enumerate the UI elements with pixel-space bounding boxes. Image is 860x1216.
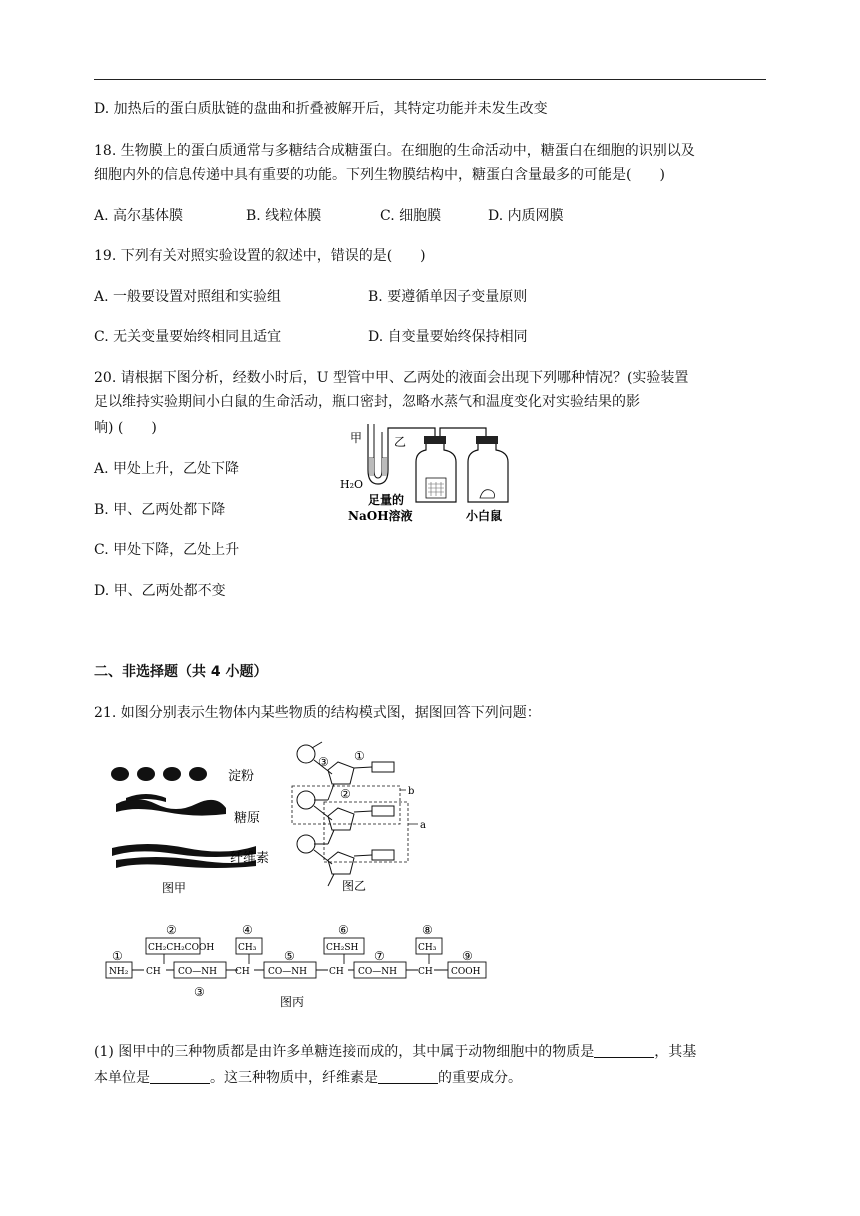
fig-bing-r1: CH₂CH₂COOH <box>148 943 215 953</box>
fig-bing-num-7: ⑦ <box>374 949 385 963</box>
q21-sub1-text-5: 的重要成分。 <box>438 1070 522 1086</box>
q21-sub1-line2 <box>94 1068 522 1088</box>
fig-bing-num-2: ② <box>166 923 177 937</box>
q21-sub1-line1 <box>94 1042 696 1062</box>
fig-bing-ch-3: CH <box>329 967 344 977</box>
fig-bing-nh2: NH₂ <box>109 967 129 977</box>
fig-bing-num-4: ④ <box>242 923 253 937</box>
q21-stem: 21. 如图分别表示生物体内某些物质的结构模式图，据图回答下列问题： <box>94 705 541 721</box>
q18-option-c: C. 细胞膜 <box>380 208 442 224</box>
fig-yi-num-3: ③ <box>318 755 329 769</box>
header-rule <box>94 79 766 80</box>
q21-sub1-text-1: (1) 图甲中的三种物质都是由许多单糖连接而成的，其中属于动物细胞中的物质是 <box>94 1044 595 1060</box>
q18-stem-line2: 细胞内外的信息传递中具有重要的功能。下列生物膜结构中，糖蛋白含量最多的可能是( ) <box>94 167 665 183</box>
fig-bing-peptide-3: CO—NH <box>358 967 397 977</box>
q21-figure-bing <box>104 920 500 1014</box>
glycogen-chain-icon <box>116 794 226 816</box>
fig-bing-r3: CH₂SH <box>326 943 359 953</box>
fig-yi-label-a: a <box>420 820 426 831</box>
q20-option-a: A. 甲处上升，乙处下降 <box>94 461 240 477</box>
fig-bing-peptide-2: CO—NH <box>268 967 307 977</box>
fig20-label-jia: 甲 <box>350 431 363 445</box>
fig-bing-num-5: ⑤ <box>284 949 295 963</box>
q20-apparatus-figure <box>338 418 518 530</box>
q19-option-c: C. 无关变量要始终相同且适宜 <box>94 329 282 345</box>
q20-option-d: D. 甲、乙两处都不变 <box>94 583 226 599</box>
q19-option-b: B. 要遵循单因子变量原则 <box>368 289 528 305</box>
fig-bing-peptide-1: CO—NH <box>178 967 217 977</box>
fig-bing-ch-1: CH <box>146 967 161 977</box>
q20-stem-line2: 足以维持实验期间小白鼠的生命活动，瓶口密封，忽略水蒸气和温度变化对实验结果的影 <box>94 394 640 410</box>
fig-bing-r4: CH₃ <box>418 943 437 953</box>
fig-bing-num-9: ⑨ <box>462 949 473 963</box>
q19-option-d: D. 自变量要始终保持相同 <box>368 329 528 345</box>
fig20-label-yi: 乙 <box>394 435 407 449</box>
q21-sub1-text-3: 本单位是 <box>94 1070 150 1086</box>
fig20-label-naoh-2: NaOH溶液 <box>348 509 413 523</box>
q19-stem: 19. 下列有关对照实验设置的叙述中，错误的是( ) <box>94 248 426 264</box>
q19-options-row1 <box>94 287 527 307</box>
fig-yi-num-2: ② <box>340 787 351 801</box>
q19-option-a: A. 一般要设置对照组和实验组 <box>94 289 282 305</box>
fig20-label-water: H₂O <box>340 478 364 491</box>
q20-option-b: B. 甲、乙两处都下降 <box>94 502 226 518</box>
fig-bing-cooh: COOH <box>451 967 481 977</box>
q21-figure-yi <box>288 740 448 898</box>
section-title: 二、非选择题（共 4 小题） <box>94 664 268 680</box>
q21-figure-jia <box>106 760 286 898</box>
q21-sub1-text-4: 。这三种物质中，纤维素是 <box>210 1070 378 1086</box>
fig-yi-label-b: b <box>408 786 415 797</box>
starch-chain-icon <box>111 767 207 781</box>
fig-bing-ch-2: CH <box>235 967 250 977</box>
fig20-label-naoh-1: 足量的 <box>368 493 405 507</box>
fig-jia-starch: 淀粉 <box>228 769 255 784</box>
q19-options-row2 <box>94 327 528 347</box>
q18-stem-line1: 18. 生物膜上的蛋白质通常与多糖结合成糖蛋白。在细胞的生命活动中，糖蛋白在细胞的识别以及 <box>94 143 695 159</box>
q17-option-d: D. 加热后的蛋白质肽链的盘曲和折叠被解开后，其特定功能并未发生改变 <box>94 101 548 117</box>
answer-blank-3[interactable] <box>378 1069 438 1084</box>
q18-option-a: A. 高尔基体膜 <box>94 208 184 224</box>
fig-jia-caption: 图甲 <box>162 881 187 895</box>
fig-bing-num-8: ⑧ <box>422 923 433 937</box>
fig-bing-num-1: ① <box>112 949 123 963</box>
fig-jia-glycogen: 糖原 <box>234 811 261 826</box>
q18-option-d: D. 内质网膜 <box>488 208 564 224</box>
q18-option-b: B. 线粒体膜 <box>246 208 322 224</box>
fig-bing-ch-4: CH <box>418 967 433 977</box>
fig-jia-cellulose: 纤维素 <box>230 851 270 866</box>
q20-option-c: C. 甲处下降，乙处上升 <box>94 542 240 558</box>
answer-blank-1[interactable] <box>594 1043 654 1058</box>
fig20-label-mouse: 小白鼠 <box>466 509 503 523</box>
fig-bing-caption: 图丙 <box>280 995 305 1009</box>
fig-yi-caption: 图乙 <box>342 879 367 893</box>
answer-blank-2[interactable] <box>150 1069 210 1084</box>
fig-yi-num-1: ① <box>354 749 365 763</box>
fig-bing-num-3: ③ <box>194 985 205 999</box>
q20-stem-line1: 20. 请根据下图分析，经数小时后，U 型管中甲、乙两处的液面会出现下列哪种情况？(实验装置 <box>94 370 689 386</box>
fig-bing-r2: CH₃ <box>238 943 257 953</box>
q18-options <box>94 206 564 226</box>
q21-sub1-text-2: ，其基 <box>654 1044 697 1060</box>
fig-bing-num-6: ⑥ <box>338 923 349 937</box>
q20-stem-line3: 响) ( ) <box>94 420 157 436</box>
